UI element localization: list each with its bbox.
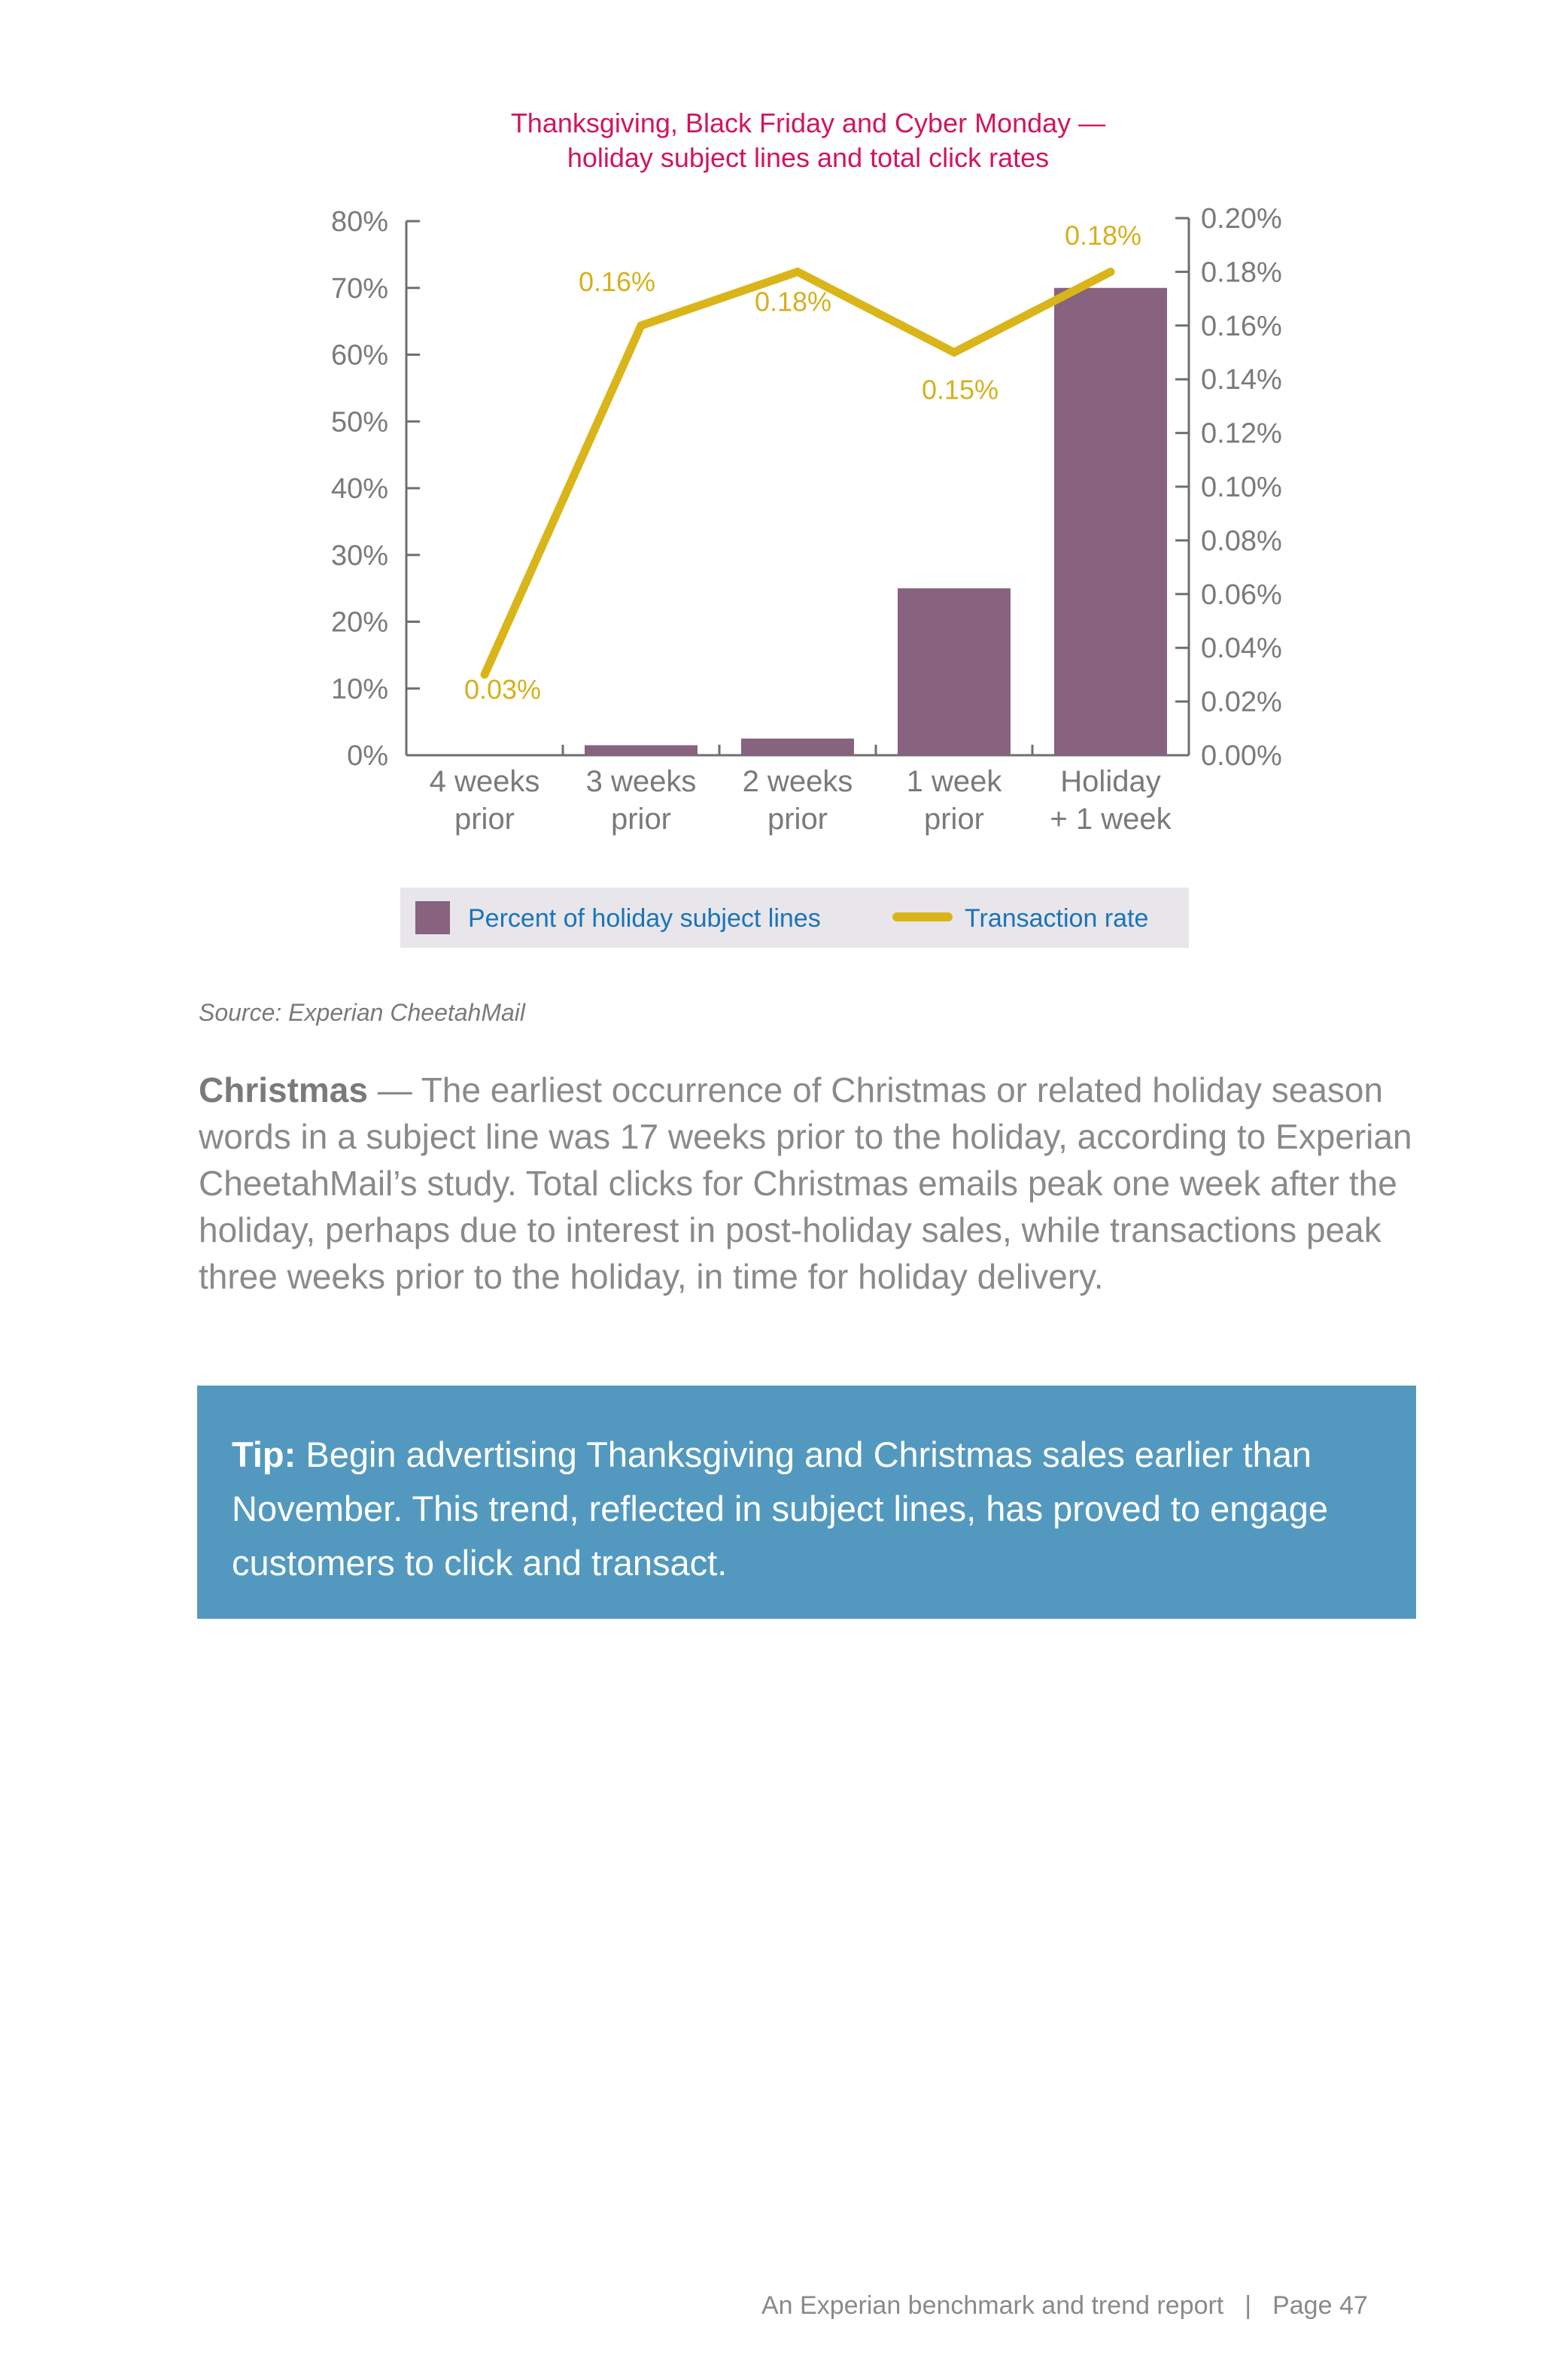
chart-title-line-2: holiday subject lines and total click rates — [567, 142, 1050, 173]
bar — [741, 739, 854, 755]
y-left-tick-label: 70% — [330, 272, 388, 305]
chart — [0, 0, 1541, 978]
y-right-tick-label: 0.16% — [1201, 310, 1282, 342]
category-label: 1 week — [906, 765, 1002, 798]
data-labels — [464, 220, 1141, 705]
y-left-tick-label: 40% — [330, 473, 388, 505]
y-right-tick-label: 0.00% — [1201, 740, 1282, 772]
footer-report: An Experian benchmark and trend report — [761, 2291, 1224, 2320]
legend-label-bars: Percent of holiday subject lines — [468, 904, 821, 933]
y-right-tick-label: 0.12% — [1201, 417, 1282, 450]
tip-box — [197, 1386, 1416, 1619]
y-right-tick-label: 0.06% — [1201, 578, 1282, 611]
category-label: 4 weeks — [429, 765, 540, 798]
y-left-tick-label: 20% — [330, 606, 388, 639]
data-label: 0.03% — [464, 673, 542, 705]
y-left-tick-label: 50% — [330, 406, 388, 439]
y-right-tick-label: 0.14% — [1201, 364, 1282, 396]
y-right-tick-label: 0.02% — [1201, 686, 1282, 718]
footer-page-number: Page 47 — [1272, 2291, 1368, 2320]
paragraph-lead: Christmas — [199, 1070, 368, 1110]
data-label: 0.18% — [754, 286, 832, 317]
tip-text: Begin advertising Thanksgiving and Christmas sales earlier than November. This trend, reflected in subject lines, has proved to engage customers to click and transact. — [232, 1434, 1328, 1583]
legend-swatch-line — [892, 912, 953, 921]
category-label: 3 weeks — [585, 765, 697, 798]
y-left-tick-label: 10% — [330, 673, 388, 706]
y-right-tick-label: 0.18% — [1201, 257, 1282, 289]
legend-label-line: Transaction rate — [965, 904, 1149, 933]
legend-swatch-bar — [415, 901, 450, 934]
data-label: 0.15% — [921, 374, 999, 405]
page-footer — [761, 2291, 1368, 2321]
source-note: Source: Experian CheetahMail — [199, 999, 526, 1026]
transaction-line — [485, 272, 1111, 675]
data-label: 0.16% — [578, 266, 656, 297]
y-left-tick-label: 60% — [330, 339, 388, 372]
category-label: Holiday — [1060, 765, 1161, 798]
data-label: 0.18% — [1064, 220, 1142, 251]
christmas-paragraph — [199, 1067, 1433, 1300]
category-label: + 1 week — [1050, 803, 1172, 836]
category-label: prior — [610, 803, 672, 836]
category-labels — [430, 765, 1172, 836]
bar — [1054, 288, 1167, 755]
y-left-tick-label: 30% — [330, 539, 388, 572]
y-left-tick-label: 0% — [347, 740, 388, 772]
category-label: prior — [923, 803, 985, 836]
y-right-tick-label: 0.04% — [1201, 633, 1282, 665]
category-label: prior — [767, 803, 828, 836]
y-right-tick-label: 0.10% — [1201, 472, 1282, 503]
y-right-tick-label: 0.20% — [1201, 203, 1282, 235]
transaction-rate-line — [485, 272, 1111, 675]
bars — [585, 288, 1167, 755]
legend — [400, 888, 1189, 948]
y-left-tick-label: 80% — [330, 206, 388, 238]
y-right-tick-label: 0.08% — [1201, 525, 1282, 557]
category-label: 2 weeks — [742, 765, 853, 798]
bar — [898, 588, 1011, 755]
chart-title-line-1: Thanksgiving, Black Friday and Cyber Monday — — [510, 108, 1106, 138]
bar — [585, 745, 698, 755]
footer-separator: | — [1245, 2291, 1252, 2320]
tip-label: Tip: — [232, 1434, 296, 1474]
paragraph-body: — The earliest occurrence of Christmas or related holiday season words in a subject line was 17 weeks prior to the holiday, according to Experian CheetahMail’s study. Total clicks for Christmas emails peak one week after the holiday, perhaps due to interest in post-holiday sales, while transactions peak three weeks prior to the holiday, in time for holiday delivery. — [199, 1070, 1412, 1296]
category-label: prior — [454, 803, 515, 836]
